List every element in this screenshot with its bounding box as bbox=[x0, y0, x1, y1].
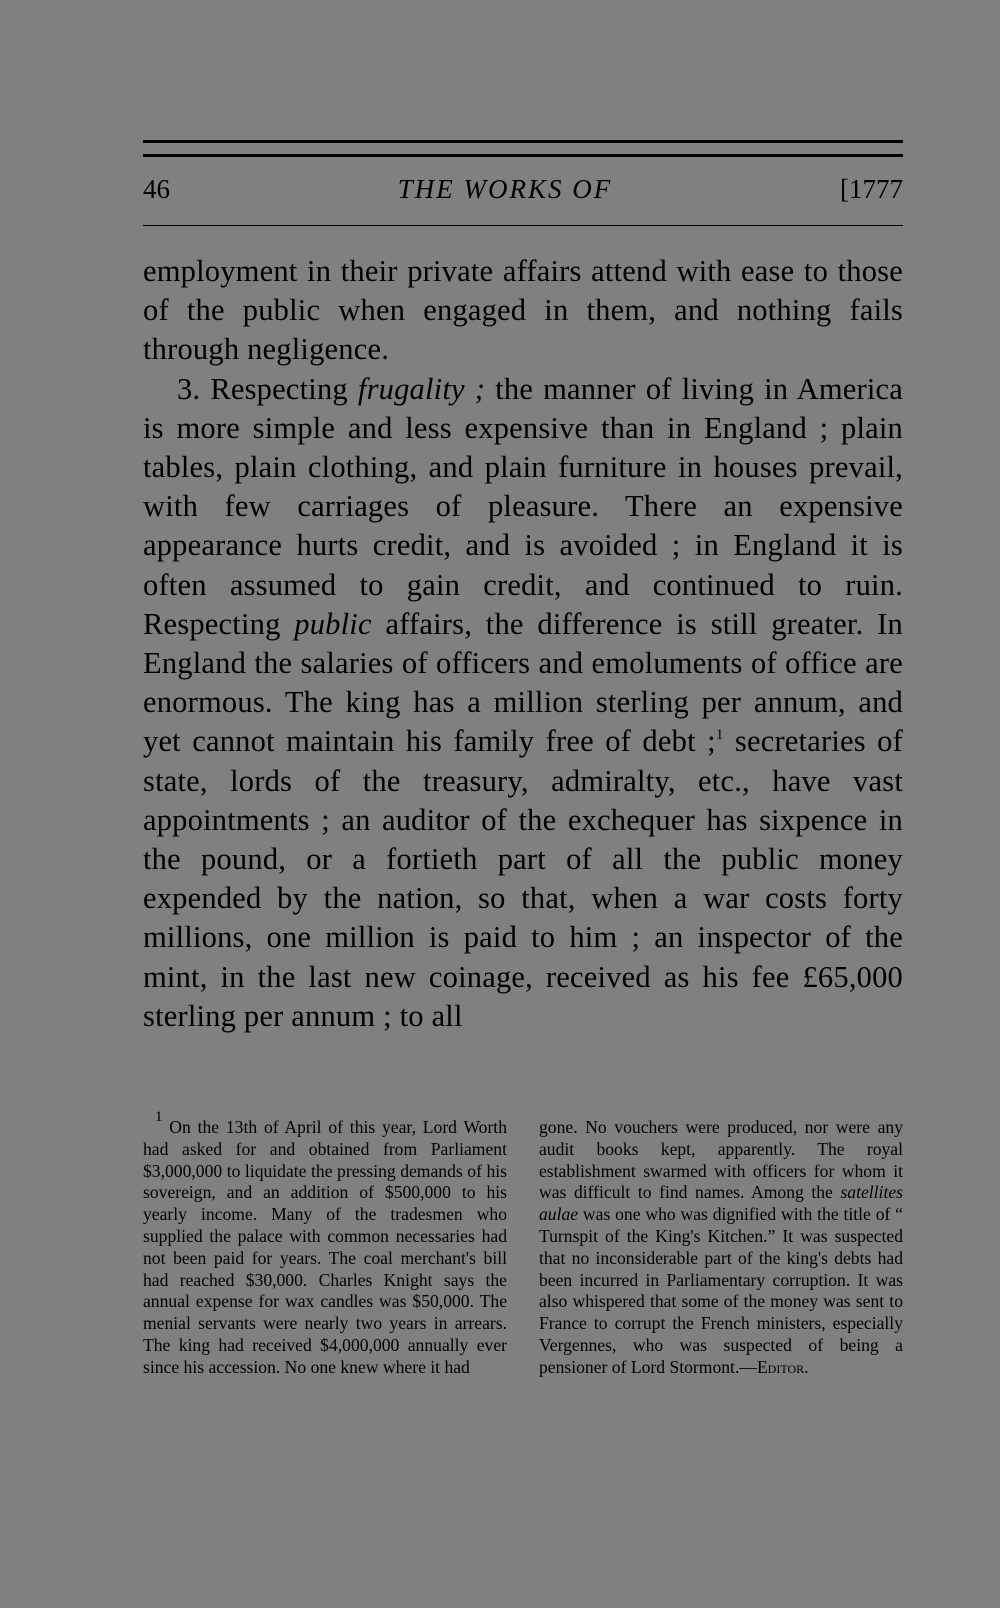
book-page bbox=[143, 0, 903, 1608]
p2-text-c: the manner of living in America is more simple and less expensive than in England ; plain tables, plain clothing, and plain furniture in houses prevail, with few carriages of pleasure. There an expensive appearance hurts credit, and is avoided ; in England it is often assumed to gain credit, and continued to ruin. Respecting bbox=[143, 371, 903, 641]
footnotes bbox=[143, 1109, 903, 1379]
header-year: [1777 bbox=[840, 174, 903, 204]
footnote-1-start bbox=[143, 1109, 507, 1379]
header-top-rule bbox=[143, 140, 903, 143]
main-text bbox=[143, 252, 903, 1036]
header-top-rule-2 bbox=[143, 154, 903, 157]
running-header bbox=[143, 174, 903, 214]
header-bottom-rule bbox=[143, 225, 903, 226]
p2-text-a: 3. Respecting bbox=[177, 371, 358, 406]
running-title: THE WORKS OF bbox=[397, 174, 613, 204]
footnote-editor: Editor. bbox=[756, 1356, 809, 1377]
footnote-column-2 bbox=[539, 1117, 903, 1379]
p2-text-f: secretaries of state, lords of the treasury, admiralty, etc., have vast appointments ; an auditor of the exchequer has sixpence in the pound, or a fortieth part of all the public money expended by the nation, so that, when a war costs forty millions, one million is paid to him ; an inspector of the mint, in the last new coinage, received as his fee £65,000 sterling per annum ; to all bbox=[143, 724, 903, 1033]
footnote-marker: 1 bbox=[155, 1109, 163, 1125]
paragraph-1: employment in their private affairs attend with ease to those of the public when engaged in them, and nothing fails through negligence. bbox=[143, 254, 903, 367]
footnote-col2-text-a: gone. No vouchers were produced, nor were any audit books kept, apparently. The royal establishment swarmed with officers for whom it was difficult to find names. Among the bbox=[539, 1117, 903, 1203]
footnote-column-1 bbox=[143, 1109, 507, 1379]
paragraph-2 bbox=[143, 370, 903, 1036]
page-number: 46 bbox=[143, 174, 170, 204]
footnote-col1-text: On the 13th of April of this year, Lord Worth had asked for and obtained from Parliament $3,000,000 to liquidate the pressing demands of his sovereign, and an addition of $500,000 to his yearly income. Many of the tradesmen who supplied the palace with common necessaries had not been paid for years. The coal merchant's bill had reached $30,000. Charles Knight says the annual expense for wax candles was $50,000. The menial servants were nearly two years in arrears. The king had received $4,000,000 annually ever since his accession. No one knew where it had bbox=[143, 1117, 507, 1377]
p2-italic-public: public bbox=[294, 606, 372, 641]
footnote-ref: 1 bbox=[715, 727, 724, 744]
footnote-italic-satellites: satellites aulae bbox=[539, 1182, 903, 1225]
p2-text-e: affairs, the difference is still greater. In England the salaries of officers and emoluments of office are enormous. The king has a million sterling per annum, and yet cannot maintain his family free of debt ; bbox=[143, 606, 903, 759]
footnote-1-continued bbox=[539, 1117, 903, 1379]
p2-italic-frugality: frugality ; bbox=[357, 371, 486, 406]
footnote-col2-text-c: was one who was dignified with the title of “ Turnspit of the King's Kitchen.” It was suspected that no inconsiderable part of the king's debts had been incurred in Parliamentary corruption. It was also whispered that some of the money was sent to France to corrupt the French ministers, especially Vergennes, who was suspected of being a pensioner of Lord Stormont.— bbox=[539, 1204, 903, 1377]
